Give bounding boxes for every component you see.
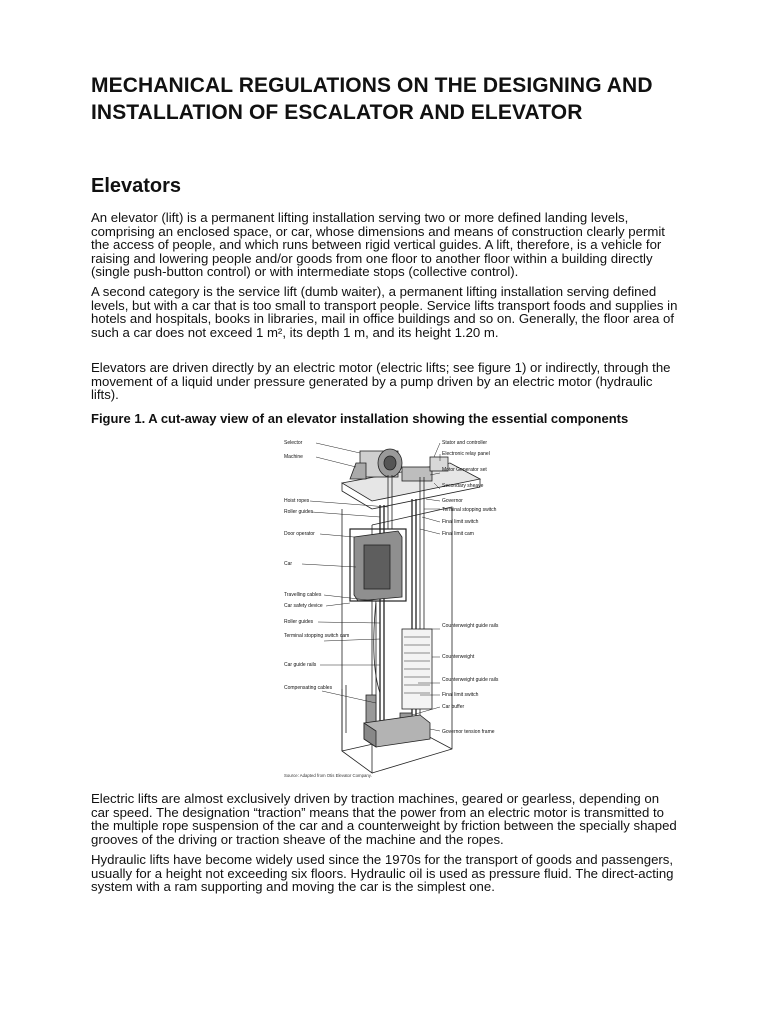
label-terminal-stopping-switch-cam: Terminal stopping switch cam xyxy=(284,633,350,639)
section-heading-elevators: Elevators xyxy=(91,175,182,197)
label-counterweight-guide-rails-top: Counterweight guide rails xyxy=(442,623,499,629)
label-car-buffer: Car buffer xyxy=(442,704,465,710)
paragraph-3: Elevators are driven directly by an electric motor (electric lifts; see figure 1) or indirectly, through the movement of a liquid under pressure generated by a pump driven by an electric motor (hydraulic lifts). xyxy=(91,360,671,403)
label-stator-controller: Stator and controller xyxy=(442,440,488,446)
document-title: MECHANICAL REGULATIONS ON THE DESIGNING AND INSTALLATION OF ESCALATOR AND ELEVATOR xyxy=(91,74,653,124)
label-terminal-stopping-switch: Terminal stopping switch xyxy=(442,507,497,513)
paragraph-2: A second category is the service lift (dumb waiter), a permanent lifting installation serving defined levels, but with a car that is too small to transport people. Service lifts transport foods and supplies in hotels and hospitals, books in libraries, mail in office buildings and so on. Generally, the floor area of such a car does not exceed 1 m², its depth 1 m, and its height 1.20 m. xyxy=(91,284,678,340)
label-roller-guides-bottom: Roller guides xyxy=(284,619,314,625)
label-secondary-sheave: Secondary sheave xyxy=(442,483,484,489)
label-governor-tension-frame: Governor tension frame xyxy=(442,729,495,735)
label-selector: Selector xyxy=(284,440,303,446)
label-hoist-ropes: Hoist ropes xyxy=(284,498,310,504)
label-counterweight: Counterweight xyxy=(442,654,475,660)
label-counterweight-guide-rails-bottom: Counterweight guide rails xyxy=(442,677,499,683)
label-compensating-cables: Compensating cables xyxy=(284,685,333,691)
paragraph-1: An elevator (lift) is a permanent lifting installation serving two or more defined landing levels, comprising an enclosed space, or car, whose dimensions and means of construction clearly permit the access of people, and which runs between rigid vertical guides. A lift, therefore, is a vehicle for raising and lowering people and/or goods from one floor to another floor within a building directly (single push-button control) or with intermediate stops (collective control). xyxy=(91,210,665,280)
label-final-limit-switch-bottom: Final limit switch xyxy=(442,692,479,698)
label-car-guide-rails: Car guide rails xyxy=(284,662,317,668)
label-electronic-relay-panel: Electronic relay panel xyxy=(442,451,490,457)
label-machine: Machine xyxy=(284,454,303,460)
figure-source: Source: Adapted from Otis Elevator Company. xyxy=(284,773,372,778)
label-roller-guides-top: Roller guides xyxy=(284,509,314,515)
label-car: Car xyxy=(284,561,293,567)
label-travelling-cables: Travelling cables xyxy=(284,592,322,598)
label-car-safety-device: Car safety device xyxy=(284,603,323,609)
paragraph-5: Hydraulic lifts have become widely used since the 1970s for the transport of goods and passengers, usually for a height not exceeding six floors. Hydraulic oil is used as pressure fluid. The direct-acting system with a ram supporting and moving the car is the simplest one. xyxy=(91,852,674,895)
label-final-limit-cam: Final limit cam xyxy=(442,531,474,537)
elevator-diagram xyxy=(280,433,499,785)
paragraph-4: Electric lifts are almost exclusively driven by traction machines, geared or gearless, depending on car speed. The designation “traction” means that the power from an electric motor is transmitted to the multiple rope suspension of the car and a counterweight by friction between the specially shaped grooves of the driving or traction sheave of the machine and the ropes. xyxy=(91,791,677,847)
label-final-limit-switch-top: Final limit switch xyxy=(442,519,479,525)
label-motor-generator-set: Motor Generator set xyxy=(442,467,487,473)
label-door-operator: Door operator xyxy=(284,531,315,537)
figure-caption: Figure 1. A cut-away view of an elevator installation showing the essential components xyxy=(91,411,629,426)
elevator-cutaway-figure xyxy=(280,433,499,785)
label-governor: Governor xyxy=(442,498,463,504)
